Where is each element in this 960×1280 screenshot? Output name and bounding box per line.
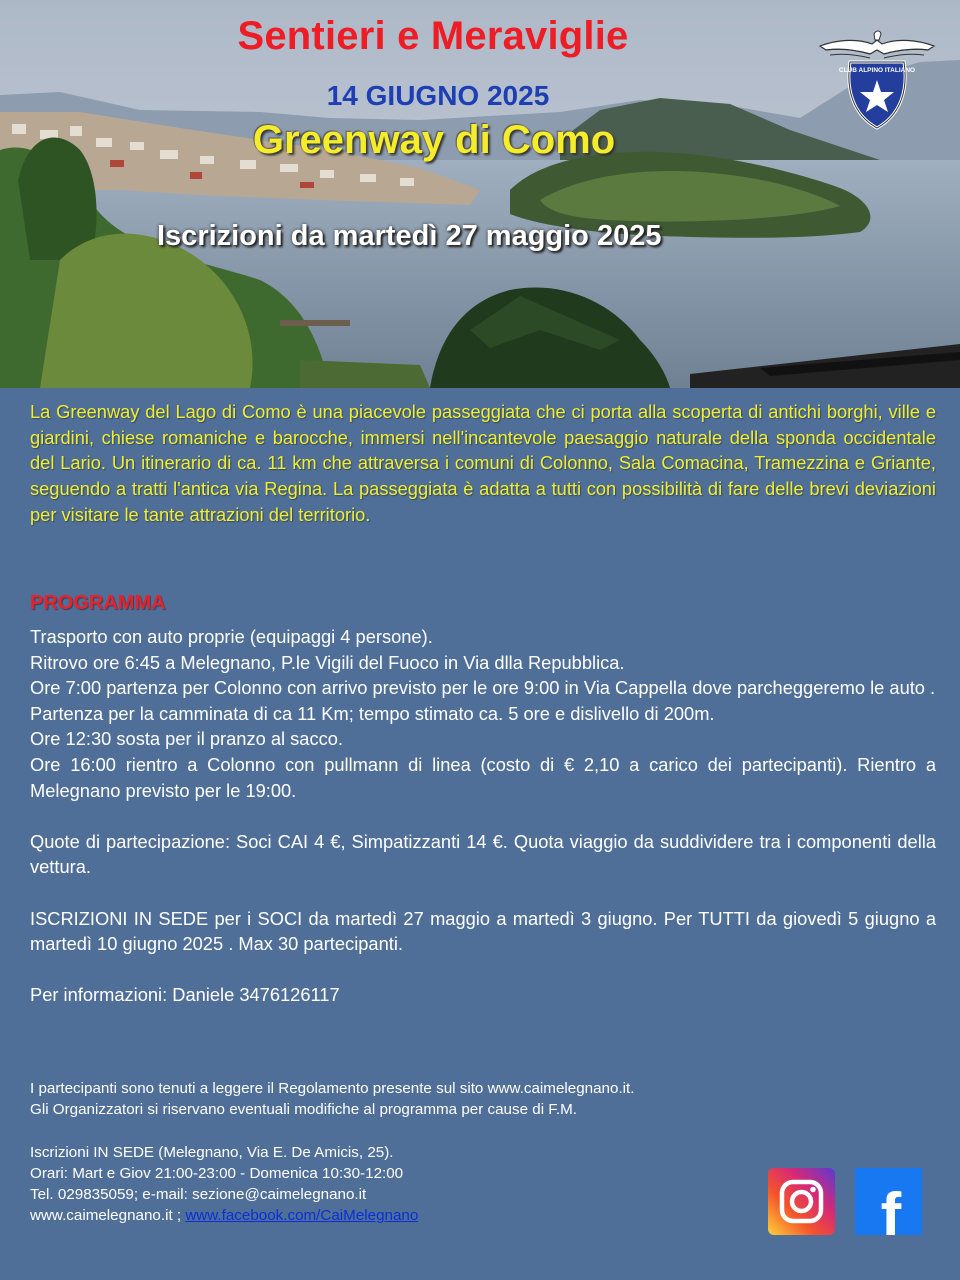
programma-body [30,624,936,1008]
route-title: Greenway di Como [252,118,616,162]
footer-info [30,1078,770,1226]
programma-line: Ore 16:00 rientro a Colonno con pullmann di linea (costo di € 2,10 a carico dei partecipanti). Rientro a Melegnano previsto per le 19:00. [30,753,936,801]
hero-landscape-photo [0,0,960,388]
programma-line: Trasporto con auto proprie (equipaggi 4 persone). [30,626,433,647]
site-text: www.caimelegnano.it ; [30,1207,186,1225]
footer-regolamento: I partecipanti sono tenuti a leggere il Regolamento presente sul sito www.caimelegnano.it. [30,1080,635,1097]
footer-contatti: Tel. 029835059; e-mail: sezione@caimelegnano.it [30,1186,367,1203]
cai-eagle-star-icon [816,28,938,132]
footer-orari: Orari: Mart e Giov 21:00-23:00 - Domenica 10:30-12:00 [30,1164,404,1182]
event-title: Sentieri e Meraviglie [237,14,629,58]
registration-banner: Iscrizioni da martedì 27 maggio 2025 [157,220,662,252]
event-date: 14 GIUGNO 2025 [326,80,550,111]
quote-text: Quote di partecipazione: Soci CAI 4 €, Simpatizzanti 14 €. Quota viaggio da suddividere tra i componenti della vettura. [30,830,936,878]
info-contact: Per informazioni: Daniele 3476126117 [30,984,340,1006]
programma-heading: PROGRAMMA [30,592,166,614]
programma-line: Ore 7:00 partenza per Colonno con arrivo previsto per le ore 9:00 in Via Cappella dove parcheggeremo le auto . [30,677,936,699]
iscrizioni-text: ISCRIZIONI IN SEDE per i SOCI da martedì 27 maggio a martedì 3 giugno. Per TUTTI da giovedì 5 giugno a martedì 10 giugno 2025 . Max 30 partecipanti. [30,907,936,955]
facebook-icon[interactable] [855,1168,922,1235]
intro-paragraph: La Greenway del Lago di Como è una piacevole passeggiata che ci porta alla scoperta di antichi borghi, ville e giardini, chiese romaniche e barocche, immersi nell'incantevole paesaggio naturale della sponda occidentale del Lario. Un itinerario di ca. 11 km che attraversa i comuni di Colonno, Sala Comacina, Tramezzina e Griante, seguendo a tratti l'antica via Regina. La passeggiata è adatta a tutti con possibilità di fare delle brevi deviazioni per visitare le tante attrazioni del territorio. [30,401,936,525]
footer-web [30,1205,770,1226]
programma-line: Partenza per la camminata di ca 11 Km; tempo stimato ca. 5 ore e dislivello di 200m. [30,702,715,724]
instagram-icon[interactable] [768,1168,835,1235]
footer-sede: Iscrizioni IN SEDE (Melegnano, Via E. De Amicis, 25). [30,1143,394,1161]
facebook-link[interactable]: www.facebook.com/CaiMelegnano [185,1207,419,1225]
facebook-letter: f [880,1181,902,1235]
footer-modifiche: Gli Organizzatori si riservano eventuali modifiche al programma per cause di F.M. [30,1101,577,1119]
programma-line: Ritrovo ore 6:45 a Melegnano, P.le Vigili del Fuoco in Via dlla Repubblica. [30,651,625,673]
logo-text: CLUB ALPINO ITALIANO [838,67,916,74]
programma-line: Ore 12:30 sosta per il pranzo al sacco. [30,728,343,750]
